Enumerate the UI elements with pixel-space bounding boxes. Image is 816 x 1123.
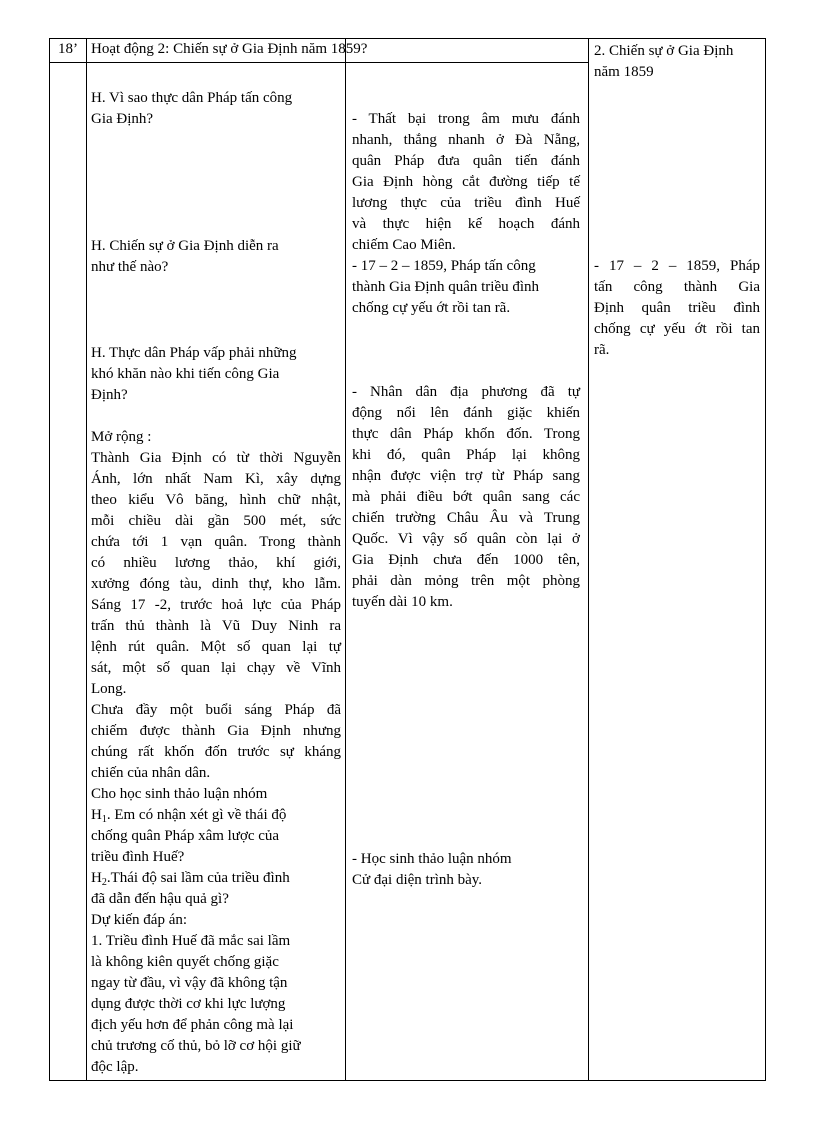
activity-title: Hoạt động 2: Chiến sự ở Gia Định năm 1859?: [91, 41, 368, 57]
expand-text-line: lệnh rút quân. Một số quan lại tự: [91, 639, 341, 655]
answer-line: độc lập.: [91, 1059, 139, 1075]
question-battle: như thế nào?: [91, 259, 169, 275]
question-difficulties: H. Thực dân Pháp vấp phải những: [91, 345, 297, 361]
student-answer-line: - Thất bại trong âm mưu đánh: [352, 111, 580, 127]
column-divider-student: [588, 38, 589, 1081]
note-line: Định quân triều đình: [594, 300, 760, 316]
expected-answer-label: Dự kiến đáp án:: [91, 912, 188, 928]
answer-line: dụng được thời cơ khi lực lượng: [91, 996, 286, 1012]
group-question-h1: chống quân Pháp xâm lược của: [91, 828, 280, 844]
column-divider-teacher: [345, 38, 346, 1081]
expand-text-line: chiếm được thành Gia Định nhưng: [91, 723, 341, 739]
expand-text-line: Ánh, lớn nhất Nam Kì, xây dựng: [91, 471, 341, 487]
student-answer-line: tuyến dài 10 km.: [352, 594, 453, 610]
question-why-attack: H. Vì sao thực dân Pháp tấn công: [91, 90, 293, 106]
group-question-h2: đã dẫn đến hậu quả gì?: [91, 891, 229, 907]
expand-text-line: chúng rất khốn đốn trước sự kháng: [91, 744, 341, 760]
student-answer-line: Gia Định hòng cắt đường tiếp tế: [352, 174, 580, 190]
group-question-h1: $H_1$. Em có nhận xét gì về thái độ: [91, 807, 287, 825]
student-answer-line: và thực hiện kế hoạch đánh: [352, 216, 580, 232]
expand-text-line: Chưa đầy một buổi sáng Pháp đã: [91, 702, 341, 718]
student-answer-line: quân Pháp đưa quân tiến đánh: [352, 153, 580, 169]
header-row-divider: [49, 62, 589, 63]
expand-text-line: có nhiều lương thảo, khí giới,: [91, 555, 341, 571]
student-answer-line: phải dàn mỏng trên một phòng: [352, 573, 580, 589]
question-why-attack: Gia Định?: [91, 111, 154, 127]
expand-text-line: theo kiểu Vô băng, hình chữ nhật,: [91, 492, 341, 508]
student-answer-line: chiếm Cao Miên.: [352, 237, 456, 253]
student-answer-line: nhanh, thắng nhanh ở Đà Nẵng,: [352, 132, 580, 148]
time-label: 18’: [58, 41, 78, 57]
student-answer-line: - Nhân dân địa phương đã tự: [352, 384, 580, 400]
answer-line: ngay từ đầu, vì vậy đã không tận: [91, 975, 288, 991]
expand-text-line: trấn thủ thành là Vũ Duy Ninh ra: [91, 618, 341, 634]
student-answer-line: lương thực của triều đình Huế: [352, 195, 580, 211]
note-heading-line: năm 1859: [594, 64, 654, 80]
answer-line: chủ trương cố thủ, bỏ lỡ cơ hội giữ: [91, 1038, 301, 1054]
question-battle: H. Chiến sự ở Gia Định diễn ra: [91, 238, 279, 254]
student-answer-line: thành Gia Định quân triều đình: [352, 279, 540, 295]
answer-line: 1. Triều đình Huế đã mắc sai lầm: [91, 933, 291, 949]
column-divider-time: [86, 38, 87, 1081]
student-answer-line: khi đó, quân Pháp lại không: [352, 447, 580, 463]
group-question-h1: triều đình Huế?: [91, 849, 185, 865]
question-difficulties: Định?: [91, 387, 128, 403]
expand-text-line: mỗi chiều dài gần 500 mét, sức: [91, 513, 341, 529]
student-answer-line: - Học sinh thảo luận nhóm: [352, 851, 512, 867]
student-answer-line: Gia Định chưa đến 1000 tên,: [352, 552, 580, 568]
answer-line: địch yếu hơn để phản công mà lại: [91, 1017, 294, 1033]
expand-text-line: xưởng đóng tàu, dinh thự, kho lẫm.: [91, 576, 341, 592]
note-heading-line: 2. Chiến sự ở Gia Định: [594, 43, 734, 59]
student-answer-line: mà phải điều bớt quân sang các: [352, 489, 580, 505]
student-answer-line: - 17 – 2 – 1859, Pháp tấn công: [352, 258, 536, 274]
expand-text-line: chứa tới 1 vạn quân. Trong thành: [91, 534, 341, 550]
answer-line: là không kiên quyết chống giặc: [91, 954, 279, 970]
note-line: - 17 – 2 – 1859, Pháp: [594, 258, 760, 274]
student-answer-line: thực dân Pháp khốn đốn. Trong: [352, 426, 580, 442]
note-line: rã.: [594, 342, 610, 358]
student-answer-line: động nổi lên đánh giặc khiến: [352, 405, 580, 421]
student-answer-line: chiến trường Châu Âu và Trung: [352, 510, 580, 526]
student-answer-line: nhận được viện trợ từ Pháp sang: [352, 468, 580, 484]
student-answer-line: Cử đại diện trình bày.: [352, 872, 483, 888]
expand-text-line: Long.: [91, 681, 127, 697]
expand-label: Mở rộng :: [91, 429, 152, 445]
question-difficulties: khó khăn nào khi tiến công Gia: [91, 366, 280, 382]
note-line: chống cự yếu ớt rồi tan: [594, 321, 760, 337]
expand-text-line: sát, một số quan lại chạy về Vĩnh: [91, 660, 341, 676]
student-answer-line: Quốc. Vì vậy số quân còn lại ở: [352, 531, 580, 547]
student-answer-line: chống cự yếu ớt rồi tan rã.: [352, 300, 511, 316]
discussion-instruction: Cho học sinh thảo luận nhóm: [91, 786, 268, 802]
group-question-h2: $H_2.Thái$ độ sai lầm của triều đình: [91, 870, 290, 888]
expand-text-line: Sáng 17 -2, trước hoả lực của Pháp: [91, 597, 341, 613]
note-line: tấn công thành Gia: [594, 279, 760, 295]
expand-text-line: chiến của nhân dân.: [91, 765, 211, 781]
expand-text-line: Thành Gia Định có từ thời Nguyễn: [91, 450, 341, 466]
